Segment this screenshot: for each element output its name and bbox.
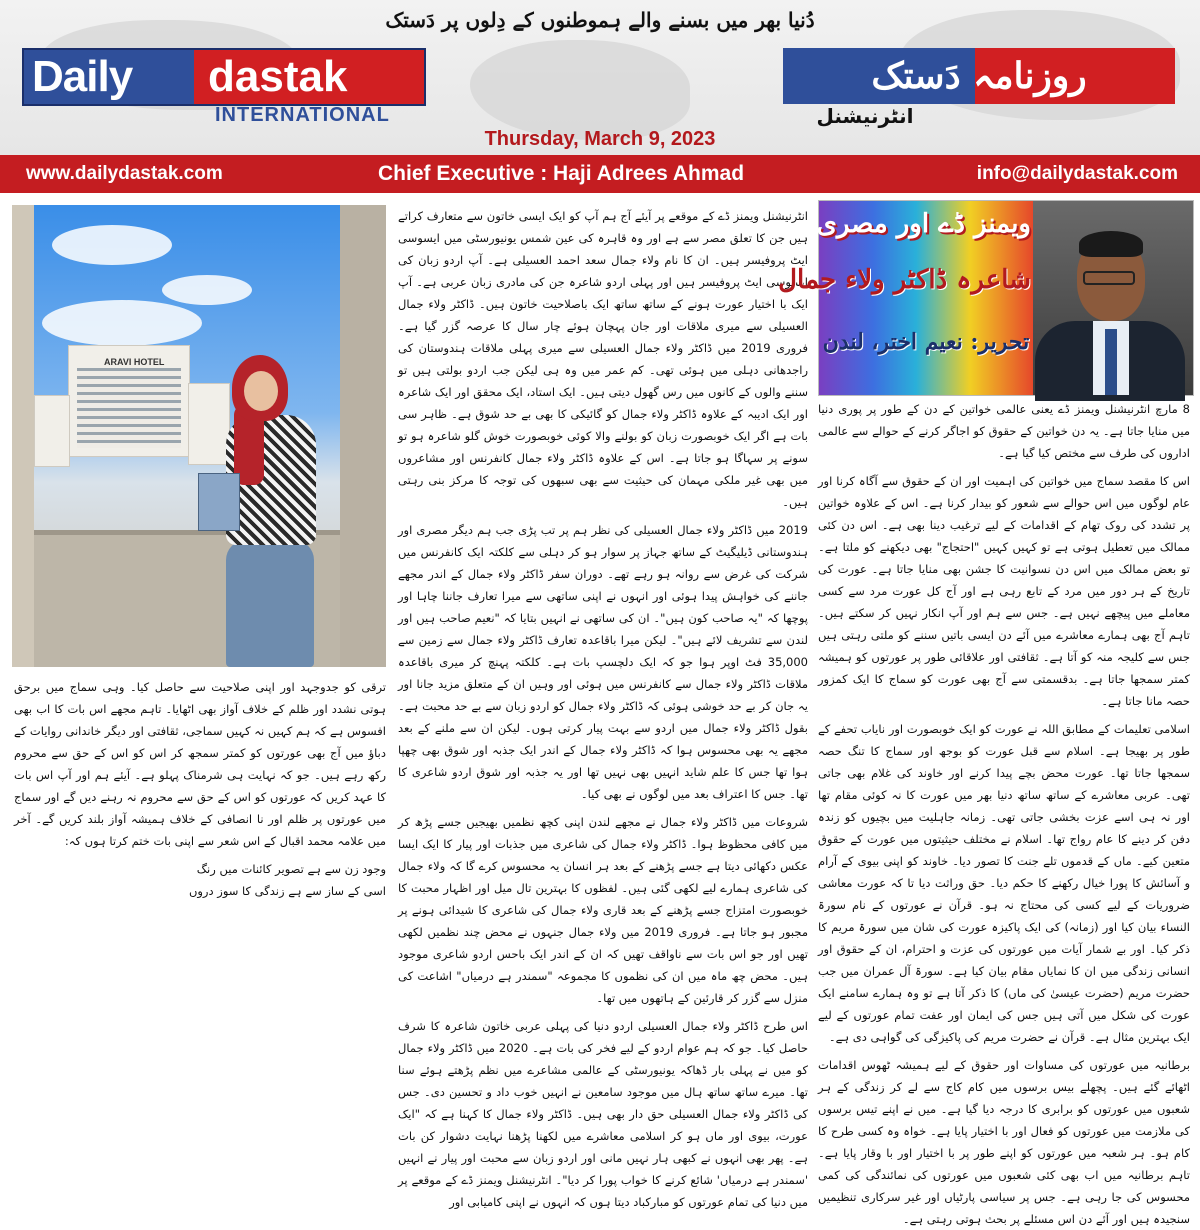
wall-left — [12, 205, 34, 667]
chief-executive: Chief Executive : Haji Adrees Ahmad — [378, 162, 745, 185]
cloud-shape — [162, 275, 252, 305]
headline-banner — [778, 200, 1194, 396]
book — [198, 473, 240, 531]
wall-right — [340, 205, 386, 667]
portrait-hair — [1079, 231, 1143, 257]
info-bar — [0, 155, 1200, 193]
building — [34, 395, 70, 467]
article-paragraph: برطانیہ میں عورتوں کی مساوات اور حقوق کے لیے ہمیشہ ٹھوس اقدامات اٹھائے گئے ہیں۔ پچھلے بیس برسوں میں کام کاج سے لے کر زندگی کے ہر شعبوں میں عورتوں کو برابری کا درجہ دیا گیا ہے۔ میں نے اپنے تیس برسوں کی ملازمت میں عورتوں کو فعال اور با اختیار پایا ہے۔ خواہ وہ کسی طرح کا کام ہو۔ ہر شعبہ میں عورتوں کو اپنے طور پر با اختیار اور با وقار پایا ہے۔ تاہم برطانیہ میں اب بھی کئی شعبوں میں عورتوں کی نمائندگی کی کمی محسوس کی جا رہی ہے۔ جس پر سیاسی پارٹیاں اور غیر سرکاری تنظیمیں سنجیدہ ہیں اور آئے دن اس مسئلے پر بحث ہوتی رہتی ہے۔ — [818, 1058, 1190, 1226]
headline-byline: تحریر: نعیم اختر، لندن — [822, 329, 1030, 355]
article-column-middle — [398, 205, 808, 1209]
masthead-tagline: دُنیا بھر میں بسنے والے ہموطنوں کے دِلوں پر دَستک — [385, 8, 815, 32]
article-photo — [12, 205, 386, 667]
portrait-glasses — [1083, 271, 1135, 285]
article-column-right — [818, 398, 1190, 1226]
logo-word-dastak: dastak — [208, 52, 348, 101]
logo-word-daily: Daily — [32, 52, 133, 101]
hotel-sign: ARAVI HOTEL — [104, 357, 165, 367]
building-windows — [77, 368, 181, 448]
cloud-shape — [42, 300, 202, 346]
verse-line: اسی کے ساز سے ہے زندگی کا سوز دروں — [188, 884, 386, 898]
article-paragraph: اس طرح ڈاکٹر ولاء جمال العسیلی اردو دنیا کی پہلی عربی خاتون شاعرہ کا شرف حاصل کیا۔ جو کہ ہم عوام اردو کے لیے فخر کی بات ہے۔ 2020 میں ڈاکٹر ولاء جمال کو میں نے پہلی بار ڈھاکہ یونیورسٹی کے عالمی مشاعرے میں نظم پڑھتے ہوئے سنا تھا۔ میرے ساتھ ساتھ ہال میں موجود سامعین نے انہیں خوب داد و تحسین دی۔ جس کی ڈاکٹر ولاء جمال العسیلی حق دار بھی ہیں۔ ڈاکٹر ولاء جمال کا کہنا ہے کہ "ایک عورت، بیوی اور ماں ہو کر اسلامی معاشرے میں لکھنا پڑھنا نہایت دشوار کن بات ہے۔ پھر بھی انہوں نے کبھی ہار نہیں مانی اور اردو زبان سے محبت اور پیار نے انہیں 'سمندر ہے درمیاں' شائع کرنے کا خواب پورا کر دیا"۔ انٹرنیشنل ویمنز ڈے کے موقعے پر میں دنیا کی تمام عورتوں کو مبارکباد دیتا ہوں کہ انہوں نے اپنی کامیابی اور — [398, 1019, 808, 1209]
article-paragraph: ترقی کو جدوجہد اور اپنی صلاحیت سے حاصل کیا۔ وہی سماج میں برحق ہوتی نشدد اور ظلم کے خلاف آواز بھی اٹھایا۔ تاہم مجھے اس بات کا اب بھی افسوس ہے کہ ہم کہیں نہ کہیں سماجی، ثقافتی اور دیگر خاندانی روایات کے دباؤ میں آج بھی عورتوں کو کمتر سمجھ کر اس کو اس کے حق سے محروم رکھ رہے ہیں۔ جو کہ نہایت ہی شرمناک پہلو ہے۔ آیئے ہم اور آپ اس بات کا عہد کریں کہ عورتوں کو اس کے حق سے محروم نہ رہنے دیں گے اور سماج میں عورتوں پر ظلم اور نا انصافی کے خلاف ہمیشہ آواز بلند کریں گے۔ آخر میں علامہ محمد اقبال کے اس شعر سے اپنی بات ختم کرتا ہوں کہ: — [14, 680, 386, 848]
world-map-shape — [470, 40, 690, 140]
article-column-left — [14, 676, 386, 902]
article-paragraph: اسلامی تعلیمات کے مطابق اللہ نے عورت کو ایک خوبصورت اور نایاب تحفے کے طور پر بھیجا ہے۔ اسلام سے قبل عورت کو بوجھ اور سماج کا تنگ حصہ سمجھا جاتا تھا۔ عورت محض بچے پیدا کرنے اور خاوند کی غلام بھی جاتی تھی۔ عربی معاشرے کے ساتھ ساتھ دنیا بھر میں عورت کا نہ کوئی مقام تھا اور نہ ہی اسے عزت بخشی جاتی تھی۔ زمانہ جاہلیت میں بچیوں کو زندہ دفن کر دینے کا عام رواج تھا۔ اسلام نے مختلف حیثیتوں میں عورت کے حقوق متعین کیے۔ ماں کے قدموں تلے جنت کا تصور دیا۔ خاوند کو اپنی بیوی کے آرام و آسائش کا پورا خیال رکھنے کا حکم دیا۔ حق وراثت دیا تا کہ عورت معاشی ضروریات کے لیے کسی کی محتاج نہ ہو۔ قرآن نے عورتوں کے نام سورۃ النساء بیان کیا اور (زمانہ) کی ایک پاکیزہ عورت کی شان میں سورۃ مریم کا ذکر کیا۔ اور بے شمار آیات میں عورتوں کی عزت و احترام، ان کے حقوق اور انسانی زندگی میں ان کا نمایاں مقام بیان کیا ہے۔ سورۃ آل عمران میں جب حضرت مریم (حضرت عیسیٰ کی ماں) کا ذکر آتا ہے تو وہ ہمارے سامنے ایک عورت کی شکل میں آتی ہیں جس کی ایمان اور عفت تمام عورتوں کے لیے ایک بہترین مثال ہے۔ قرآن نے حضرت مریم کی پاکیزگی کی گواہی دی ہے۔ — [818, 722, 1190, 1044]
building — [188, 383, 230, 465]
article-paragraph: 2019 میں ڈاکٹر ولاء جمال العسیلی کی نظر ہم پر تب پڑی جب ہم دیگر مصری اور ہندوستانی ڈیلیگیٹ کے ساتھ جہاز پر سوار ہو کر دہلی سے کلکتہ ایک کانفرنس میں شرکت کی غرض سے روانہ ہو رہے تھے۔ دوران سفر ڈاکٹر ولاء جمال کے اندر مجھے جاننے کی خواہش پیدا ہوئی اور انہوں نے اپنی ساتھی سے میرا تعارف جاننا چاہا اور پوچھا کہ "یہ صاحب کون ہیں"۔ ان کی ساتھی نے انہیں بتایا کہ "نعیم صاحب ہیں اور لندن سے تشریف لائے ہیں"۔ لیکن میرا باقاعدہ تعارف ڈاکٹر ولاء جمال سے زمین سے 35,000 فٹ اوپر ہوا جو کہ ایک دلچسپ بات ہے۔ کلکتہ پہنچ کر میری باقاعدہ ملاقات ڈاکٹر ولاء جمال سے کانفرنس میں ہوئی اور وہیں ان کے متعلق مزید جانا اور یہ جان کر بے حد خوشی ہوئی کہ ڈاکٹر ولاء جمال کو اردو زبان سے بے حد محبت ہے۔ بقول ڈاکٹر ولاء جمال میں اردو سے بہت پیار کرتی ہوں۔ لیکن ان سے ملنے کے بعد مجھے یہ بھی محسوس ہوا کہ ڈاکٹر ولاء جمال کے اندر ایک جذبہ اور شوق بھی چھپا ہوا تھا جس کا علم شاید انہیں بھی نہیں تھا اور یہ جذبہ اور شوق اردو شاعری کا تھا۔ جس کا اعتراف بعد میں لوگوں نے بھی کیا۔ — [398, 523, 808, 801]
headline-line-1: ویمنز ڈے اور مصری — [816, 209, 1031, 239]
portrait-tie — [1105, 329, 1117, 395]
masthead — [0, 0, 1200, 155]
logo-urdu-sub: انٹرنیشنل — [816, 104, 914, 128]
article-paragraph: 8 مارچ انٹرنیشنل ویمنز ڈے یعنی عالمی خواتین کے دن کے طور پر پوری دنیا میں منایا جاتا ہے۔ یہ دن خواتین کے حقوق کو اجاگر کرنے کے حوالے سے عالمی اداروں کی طرف سے مختص کیا گیا ہے۔ — [818, 402, 1190, 460]
logo-english[interactable] — [22, 48, 426, 106]
logo-english-sub: INTERNATIONAL — [215, 104, 390, 126]
article-paragraph: انٹرنیشنل ویمنز ڈے کے موقعے پر آیئے آج ہم آپ کو ایک ایسی خاتون سے متعارف کراتے ہیں جن کا تعلق مصر سے ہے اور وہ قاہرہ کی عین شمس یونیورسٹی میں ایسوسی ایٹ پروفیسر ہیں۔ ان کا نام ولاء جمال سعد احمد العسیلی ہے۔ آپ اردو زبان کی ایسوسی ایٹ پروفیسر ہیں اور پہلی اردو شاعرہ جن کی مادری زبان عربی ہے۔ آپ ایک با اختیار عورت ہونے کے ساتھ ساتھ ایک باصلاحیت خاتون ہیں۔ ڈاکٹر ولاء جمال العسیلی سے میری ملاقات اور جان پہچان ہوئے چار سال کا عرصہ گزر گیا ہے۔ فروری 2019 میں ڈاکٹر ولاء جمال العسیلی سے میری پہلی ملاقات ہندوستان کی راجدھانی دہلی میں ہوئی تھی۔ کم عمر میں وہ ہی لیکن جب اردو بولتی ہیں تو سننے والوں کے کانوں میں رس گھول دیتی ہیں۔ ایک استاد، ایک محقق اور ایک شاعرہ اور ایک ادیبہ کے علاوہ ڈاکٹر ولاء جمال کو گائیکی کا بھی بے حد شوق ہے۔ ظاہر سی بات ہے اگر ایک خوبصورت زبان کو بولنے والا کوئی خوبصورت خوش گلو شاعرہ ہو تو سونے پر سہاگا ہو جاتا ہے۔ اس کے علاوہ ڈاکٹر ولاء جمال کانفرنس اور مشاعروں میں بھی غیر ملکی مہمان کی حیثیت سے بھی سبھوں کی توجہ کا مرکز بنی رہتی ہیں۔ — [398, 209, 808, 509]
woman-face — [244, 371, 278, 411]
woman-jeans — [226, 540, 314, 667]
email-link[interactable]: info@dailydastak.com — [976, 163, 1178, 184]
balcony-wall — [12, 535, 386, 667]
publication-date: Thursday, March 9, 2023 — [484, 128, 716, 150]
article-paragraph: اس کا مقصد سماج میں خواتین کی اہمیت اور ان کے حقوق سے آگاہ کرنا اور عام لوگوں میں اس حوالے سے شعور کو بیدار کرنا ہے۔ اس کے علاوہ خواتین پر تشدد کی روک تھام کے اقدامات کے لیے ترغیب دینا بھی ہے۔ اس دن کئی ممالک میں تعطیل ہوتی ہے تو کہیں کہیں "احتجاج" بھی دیکھنے کو ملتا ہے۔ تو بعض ممالک میں اس دن نسوانیت کا جشن بھی منایا جاتا ہے۔ عورت کی تاریخ کے ہر دور میں مرد کے تابع رہی ہے اور آج کل عورت مرد سے کسی معاملے میں پیچھے نہیں ہے۔ جس سے ہم اور آپ انکار نہیں کر سکتے ہیں۔ تاہم آج بھی ہمارے معاشرے میں آئے دن ایسی باتیں سننے کو ملتی رہتی ہیں جس سے کلیجہ منہ کو آتا ہے۔ ثقافتی اور علاقائی طور پر عورتوں کو ہمیشہ کمتر سمجھا جاتا ہے۔ بدقسمتی سے آج بھی عورت کو سماج کا ایک کمزور حصہ مانا جاتا ہے۔ — [818, 474, 1190, 708]
website-link[interactable]: www.dailydastak.com — [26, 163, 223, 184]
cloud-shape — [52, 225, 172, 265]
logo-urdu-text: روزنامہ دَستک — [871, 55, 1087, 97]
author-portrait — [1033, 201, 1193, 395]
article-paragraph: شروعات میں ڈاکٹر ولاء جمال نے مجھے لندن اپنی کچھ نظمیں بھیجیں جسے پڑھ کر میں کافی محظوظ ہوا۔ ڈاکٹر ولاء جمال کی شاعری میں جذبات اور پیار کا ایک ایسا عکس دکھائی دیتا ہے جسے پڑھنے کے بعد ہر انسان یہ محسوس کرے گا کہ ولاء جمال کی شاعری ہمارے لیے لکھی گئی ہیں۔ لفظوں کا بہترین تال میل اور اظہار محبت کا خوبصورت امتزاج جسے پڑھنے کے بعد قاری ولاء جمال کی شاعری کا شیدائی ہونے پر مجبور ہو جاتا ہے۔ فروری 2019 میں ولاء جمال جنہوں نے محض چند نظمیں لکھی تھیں اور جو اس بات سے ناواقف تھیں کہ ان کے اندر ایک باحس اردو شاعری موجود ہیں۔ محض چھ ماہ میں ان کی نظموں کا مجموعہ "سمندر ہے درمیاں" اشاعت کی منزل سے گزر کر قارئین کے ہاتھوں میں تھا۔ — [398, 815, 808, 1005]
headline-line-2: شاعرہ ڈاکٹر ولاء جمال — [778, 265, 1031, 295]
logo-urdu[interactable] — [783, 48, 1175, 104]
verse-line: وجود زن سے ہے تصویر کائنات میں رنگ — [196, 862, 386, 876]
